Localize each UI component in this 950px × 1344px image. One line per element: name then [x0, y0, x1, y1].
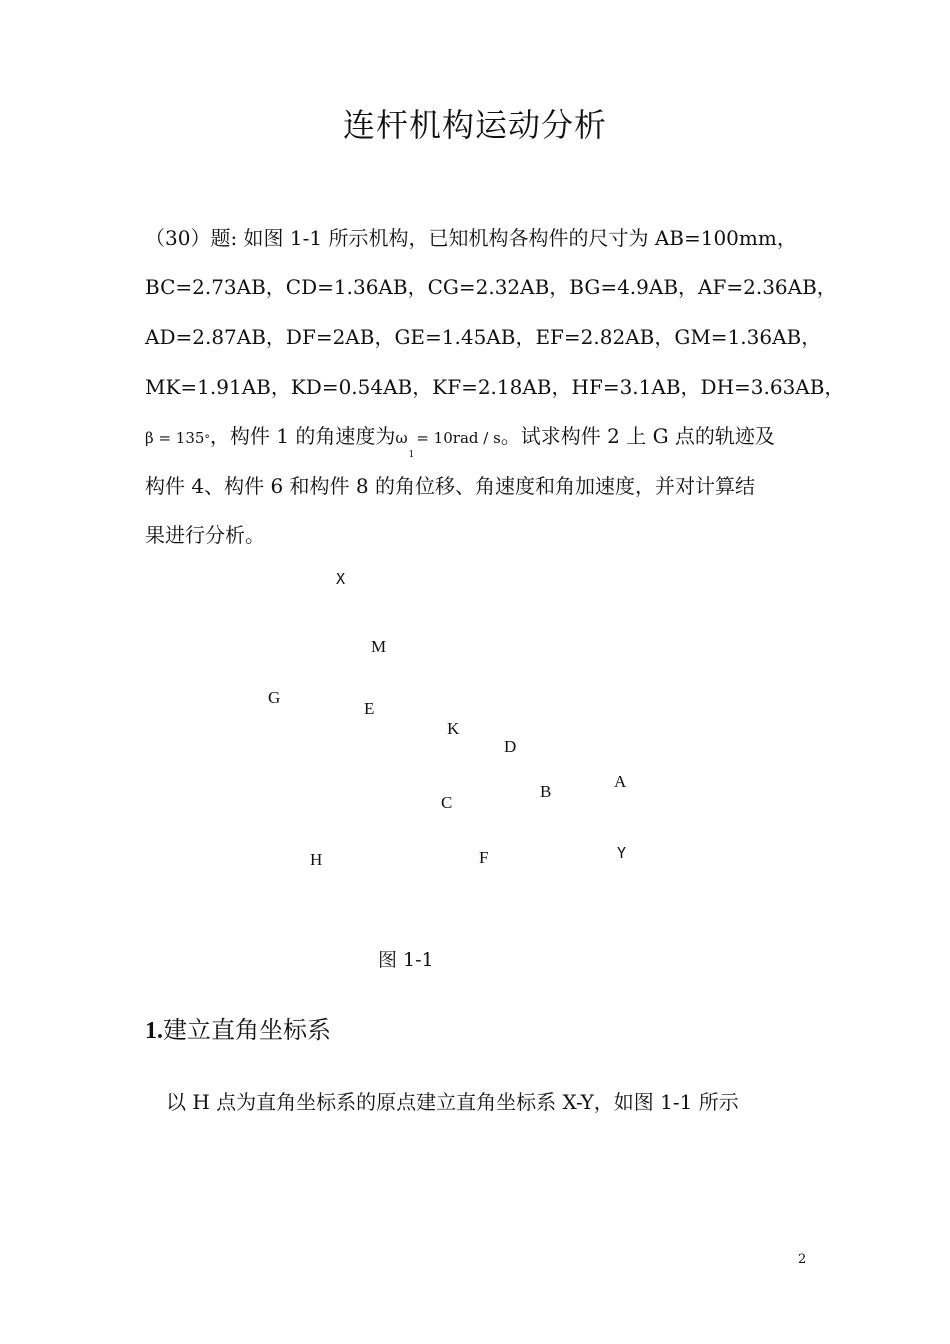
label-point-m: M [371, 637, 387, 656]
label-point-d: D [504, 737, 517, 756]
section-heading [145, 1010, 331, 1045]
beta-formula: β = 135 [145, 429, 205, 447]
line5-mid-text: ，构件 1 的角速度为 [209, 424, 396, 448]
omega-symbol: ω [395, 429, 408, 447]
omega-value: = 10rad / s [416, 429, 501, 447]
problem-line-3: AD=2.87AB，DF=2AB，GE=1.45AB，EF=2.82AB，GM=1.36AB， [145, 325, 822, 349]
section-number: 1. [145, 1018, 163, 1044]
figure-caption: 图 1-1 [378, 949, 434, 971]
label-point-k: K [447, 719, 460, 738]
label-y-axis: Y [617, 844, 627, 862]
label-point-f: F [479, 848, 489, 867]
label-point-b: B [540, 782, 552, 801]
page-title: 连杆机构运动分析 [342, 106, 607, 144]
label-x-axis: X [336, 570, 346, 588]
problem-line-2: BC=2.73AB，CD=1.36AB，CG=2.32AB，BG=4.9AB，AF=2.36AB， [145, 275, 837, 299]
mechanism-figure [0, 560, 950, 900]
label-point-c: C [441, 793, 453, 812]
problem-line-1: （30）题: 如图 1-1 所示机构，已知机构各构件的尺寸为 AB=100mm， [145, 226, 797, 250]
label-point-g: G [268, 688, 281, 707]
beta-unit: ° [204, 433, 210, 446]
label-point-e: E [364, 699, 375, 718]
problem-line-6: 构件 4、构件 6 和构件 8 的角位移、角速度和角加速度，并对计算结 [145, 474, 755, 498]
label-point-h: H [310, 850, 323, 869]
problem-line-7: 果进行分析。 [145, 523, 265, 547]
section-body: 以 H 点为直角坐标系的原点建立直角坐标系 X-Y，如图 1-1 所示 [166, 1090, 739, 1114]
section-title: 建立直角坐标系 [163, 1016, 331, 1044]
problem-line-4: MK=1.91AB，KD=0.54AB，KF=2.18AB，HF=3.1AB，DH=3.63AB， [145, 375, 845, 399]
label-point-a: A [614, 772, 627, 791]
omega-subscript: 1 [408, 450, 415, 460]
problem-line-5 [145, 422, 775, 460]
page-number: 2 [798, 1252, 807, 1267]
line5-end-text: 。试求构件 2 上 G 点的轨迹及 [500, 424, 775, 448]
